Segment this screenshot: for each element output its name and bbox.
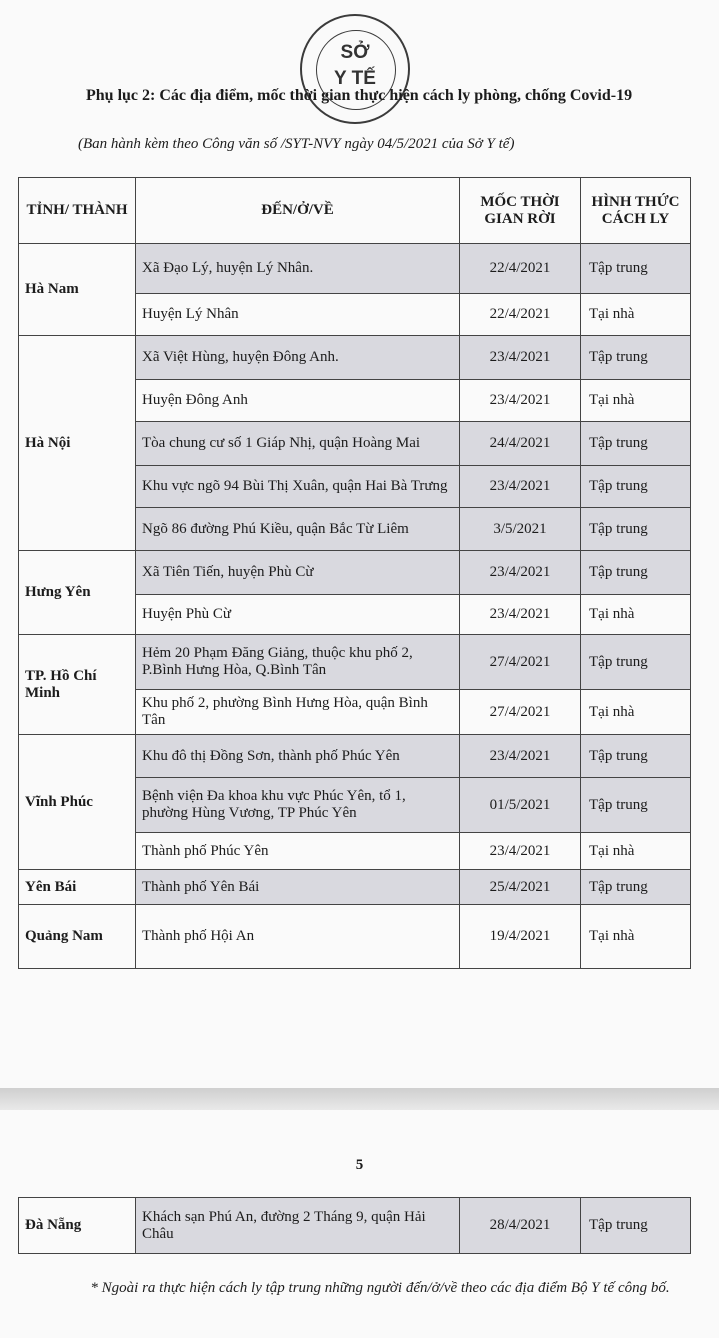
table-row: [19, 735, 691, 778]
table-header-row: [19, 178, 691, 244]
place-cell: Khu phố 2, phường Bình Hưng Hòa, quận Bình Tân: [136, 690, 460, 735]
type-cell: Tập trung: [581, 778, 691, 833]
table-row: [19, 1198, 691, 1254]
date-cell: 28/4/2021: [460, 1198, 581, 1254]
type-cell: Tập trung: [581, 1198, 691, 1254]
type-cell: Tập trung: [581, 336, 691, 380]
table-row: [19, 635, 691, 690]
document-title: Phụ lục 2: Các địa điểm, mốc thời gian thực hiện cách ly phòng, chống Covid-19: [86, 87, 633, 104]
date-cell: 22/4/2021: [460, 244, 581, 294]
type-cell: Tại nhà: [581, 690, 691, 735]
type-cell: Tập trung: [581, 735, 691, 778]
place-cell: Khu vực ngõ 94 Bùi Thị Xuân, quận Hai Bà Trưng: [136, 466, 460, 508]
place-cell: Khu đô thị Đồng Sơn, thành phố Phúc Yên: [136, 735, 460, 778]
province-cell: Hà Nội: [19, 336, 136, 551]
date-cell: 27/4/2021: [460, 635, 581, 690]
date-cell: 01/5/2021: [460, 778, 581, 833]
date-cell: 22/4/2021: [460, 294, 581, 336]
place-cell: Ngõ 86 đường Phú Kiều, quận Bắc Từ Liêm: [136, 508, 460, 551]
place-cell: Xã Việt Hùng, huyện Đông Anh.: [136, 336, 460, 380]
province-cell: Quảng Nam: [19, 905, 136, 969]
stamp-text-so: SỞ: [340, 42, 370, 63]
date-cell: 3/5/2021: [460, 508, 581, 551]
place-cell: Bệnh viện Đa khoa khu vực Phúc Yên, tổ 1, phường Hùng Vương, TP Phúc Yên: [136, 778, 460, 833]
header-province: TỈNH/ THÀNH: [19, 178, 136, 244]
type-cell: Tại nhà: [581, 905, 691, 969]
type-cell: Tập trung: [581, 508, 691, 551]
date-cell: 25/4/2021: [460, 870, 581, 905]
date-cell: 27/4/2021: [460, 690, 581, 735]
table-row: [19, 551, 691, 595]
province-cell: Đà Nẵng: [19, 1198, 136, 1254]
date-cell: 23/4/2021: [460, 466, 581, 508]
place-cell: Huyện Lý Nhân: [136, 294, 460, 336]
date-cell: 23/4/2021: [460, 735, 581, 778]
header-date: MỐC THỜI GIAN RỜI: [460, 178, 581, 244]
page-break: [0, 1088, 719, 1110]
type-cell: Tập trung: [581, 466, 691, 508]
province-cell: Hưng Yên: [19, 551, 136, 635]
province-cell: Vĩnh Phúc: [19, 735, 136, 870]
province-cell: Yên Bái: [19, 870, 136, 905]
place-cell: Thành phố Hội An: [136, 905, 460, 969]
table-row: [19, 244, 691, 294]
date-cell: 23/4/2021: [460, 551, 581, 595]
table-row: [19, 905, 691, 969]
place-cell: Xã Đạo Lý, huyện Lý Nhân.: [136, 244, 460, 294]
place-cell: Huyện Phù Cừ: [136, 595, 460, 635]
type-cell: Tập trung: [581, 551, 691, 595]
date-cell: 24/4/2021: [460, 422, 581, 466]
type-cell: Tập trung: [581, 244, 691, 294]
type-cell: Tại nhà: [581, 380, 691, 422]
date-cell: 23/4/2021: [460, 595, 581, 635]
table-row: [19, 870, 691, 905]
type-cell: Tập trung: [581, 635, 691, 690]
type-cell: Tập trung: [581, 870, 691, 905]
type-cell: Tại nhà: [581, 294, 691, 336]
table-row: [19, 336, 691, 380]
header-type: HÌNH THỨC CÁCH LY: [581, 178, 691, 244]
date-cell: 19/4/2021: [460, 905, 581, 969]
stamp-text-yte: Y TẾ: [334, 68, 376, 89]
date-cell: 23/4/2021: [460, 336, 581, 380]
province-cell: TP. Hồ Chí Minh: [19, 635, 136, 735]
province-cell: Hà Nam: [19, 244, 136, 336]
place-cell: Xã Tiên Tiến, huyện Phù Cừ: [136, 551, 460, 595]
continuation-table: [18, 1197, 691, 1254]
date-cell: 23/4/2021: [460, 833, 581, 870]
quarantine-table: [18, 177, 691, 969]
stamp-seal: [300, 14, 410, 124]
type-cell: Tại nhà: [581, 595, 691, 635]
place-cell: Thành phố Yên Bái: [136, 870, 460, 905]
footnote: * Ngoài ra thực hiện cách ly tập trung những người đến/ở/về theo các địa điểm Bộ Y tế công bố.: [90, 1280, 670, 1296]
date-cell: 23/4/2021: [460, 380, 581, 422]
place-cell: Huyện Đông Anh: [136, 380, 460, 422]
place-cell: Khách sạn Phú An, đường 2 Tháng 9, quận Hải Châu: [136, 1198, 460, 1254]
document-subtitle: (Ban hành kèm theo Công văn số /SYT-NVY ngày 04/5/2021 của Sở Y tế): [78, 136, 515, 152]
place-cell: Hẻm 20 Phạm Đăng Giảng, thuộc khu phố 2, P.Bình Hưng Hòa, Q.Bình Tân: [136, 635, 460, 690]
type-cell: Tại nhà: [581, 833, 691, 870]
place-cell: Thành phố Phúc Yên: [136, 833, 460, 870]
page-number: 5: [355, 1157, 364, 1173]
header-place: ĐẾN/Ở/VỀ: [136, 178, 460, 244]
type-cell: Tập trung: [581, 422, 691, 466]
place-cell: Tòa chung cư số 1 Giáp Nhị, quận Hoàng Mai: [136, 422, 460, 466]
